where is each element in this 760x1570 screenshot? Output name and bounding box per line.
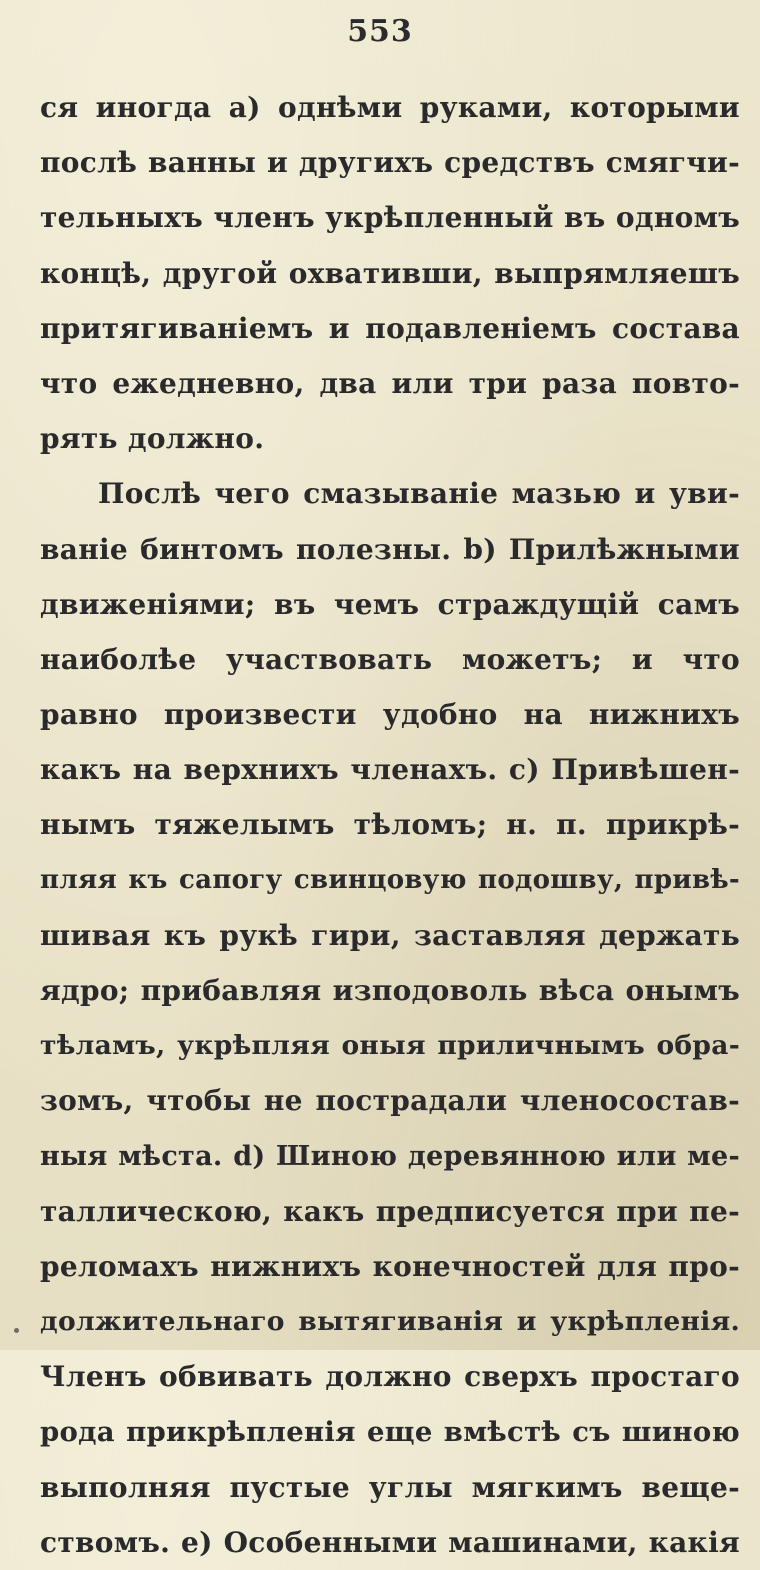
text-line: тѣламъ, укрѣпляя оныя приличнымъ обра- <box>40 1030 740 1062</box>
text-line: ся иногда а) однѣми руками, которыми <box>40 91 740 124</box>
text-line: должительнаго вытягиванія и укрѣпленія. <box>40 1306 740 1338</box>
body-text <box>40 80 740 1570</box>
text-line: движеніями; въ чемъ страждущій самъ <box>40 587 740 621</box>
text-line: наиболѣе участвовать можетъ; и что <box>40 642 740 676</box>
text-line: ствомъ. e) Особенными машинами, какія <box>40 1525 740 1559</box>
text-line: ныя мѣста. d) Шиною деревянною или ме- <box>40 1140 740 1172</box>
text-line: какъ на верхнихъ членахъ. c) Привѣшен- <box>40 753 740 787</box>
text-line: послѣ ванны и другихъ средствъ смягчи- <box>40 146 740 180</box>
text-line: что ежедневно, два или три раза повто- <box>40 366 740 400</box>
text-line: Послѣ чего смазываніе мазью и уви- <box>98 477 740 511</box>
text-line: тельныхъ членъ укрѣпленный въ одномъ <box>40 201 740 235</box>
text-line: выполняя пустые углы мягкимъ веще- <box>40 1470 740 1504</box>
ink-speck <box>14 1328 19 1333</box>
text-line: рять должно. <box>40 422 265 456</box>
text-line: ядро; прибавляя изподоволь вѣса онымъ <box>40 974 740 1007</box>
text-line: зомъ, чтобы не пострадали членосостав- <box>40 1084 740 1118</box>
text-line: пляя къ сапогу свинцовую подошву, привѣ- <box>40 864 740 895</box>
text-line: реломахъ нижнихъ конечностей для про- <box>40 1249 740 1283</box>
text-line: нымъ тяжелымъ тѣломъ; н. п. прикрѣ- <box>40 808 740 842</box>
text-line: ваніе бинтомъ полезны. b) Прилѣжными <box>40 532 740 566</box>
text-line: равно произвести удобно на нижнихъ <box>40 698 740 732</box>
text-line: рода прикрѣпленія еще вмѣстѣ съ шиною <box>40 1415 740 1448</box>
text-line: шивая къ рукѣ гири, заставляя держать <box>40 918 740 952</box>
page-number: 553 <box>347 14 413 49</box>
text-line: таллическою, какъ предписуется при пе- <box>40 1194 740 1228</box>
text-line: концѣ, другой охвативши, выпрямляешъ <box>40 256 740 290</box>
text-line: Членъ обвивать должно сверхъ простаго <box>40 1360 740 1394</box>
text-line: притягиваніемъ и подавленіемъ состава <box>40 311 740 345</box>
